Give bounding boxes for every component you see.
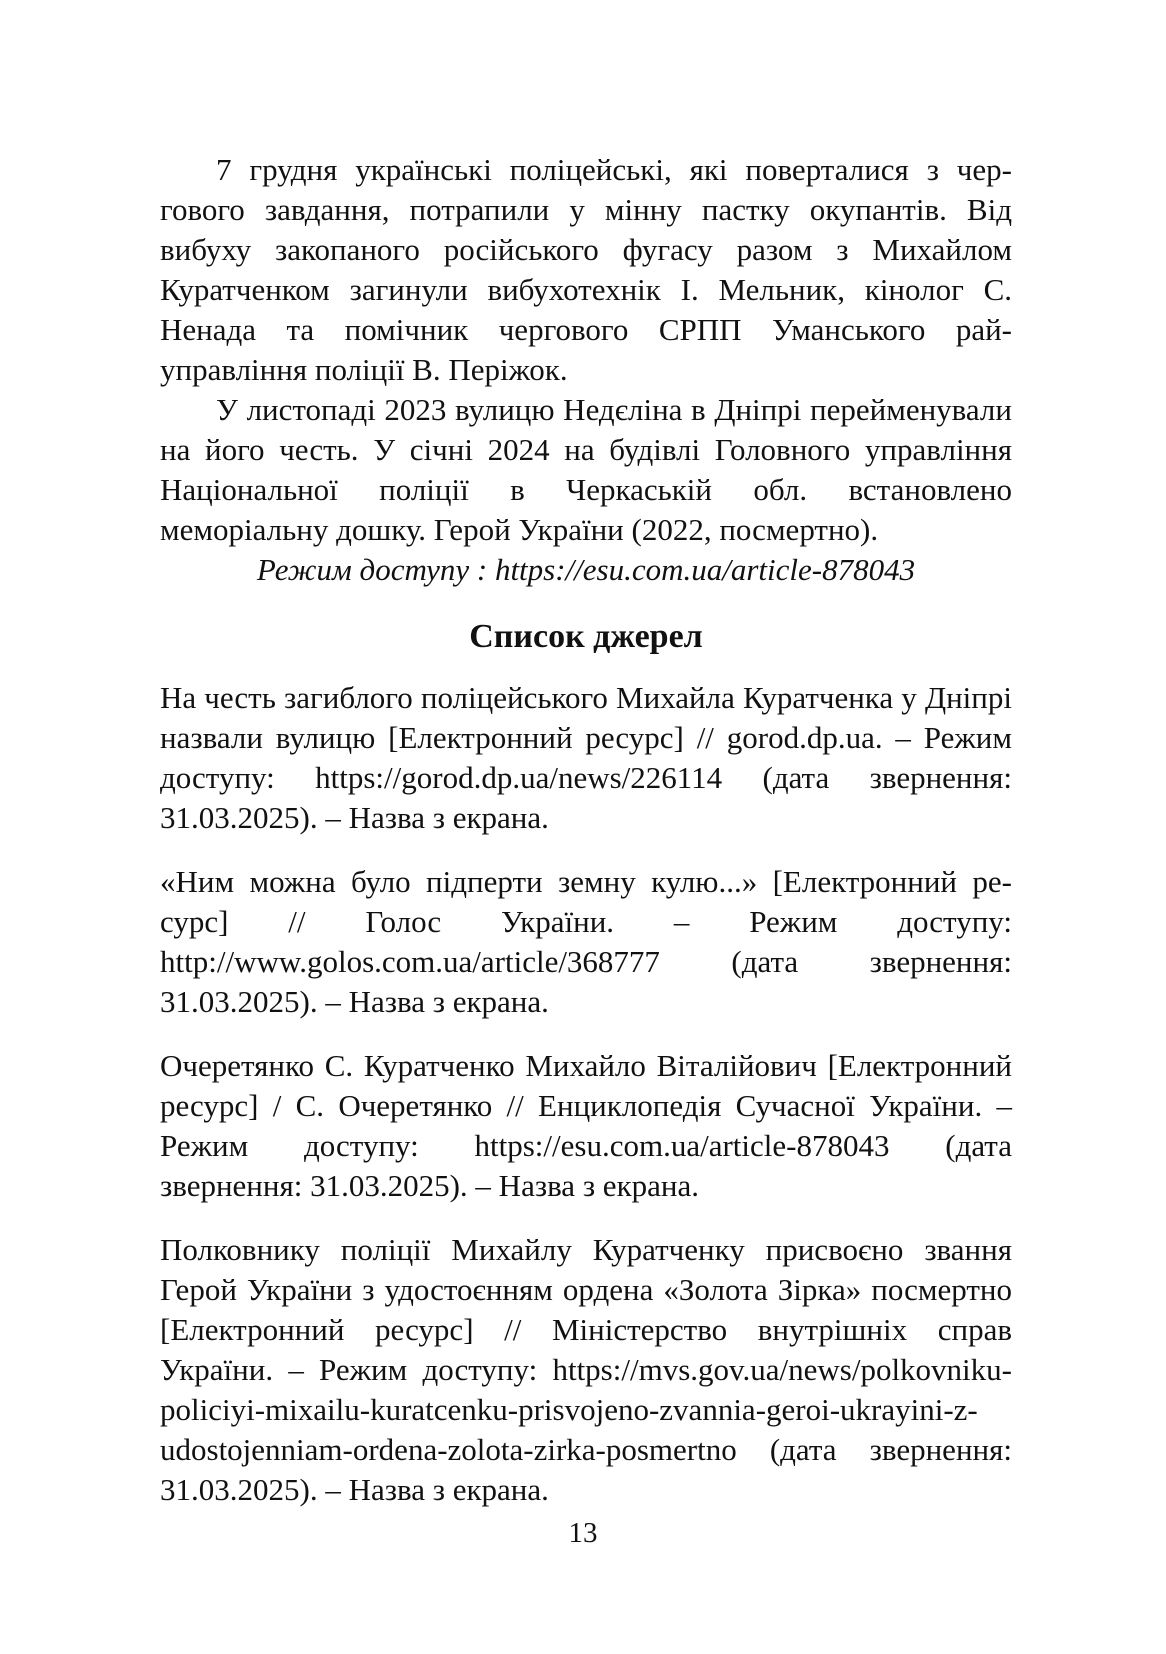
source-item: Очеретянко С. Куратченко Михайло Віталійович [Електронний ресурс] / С. Очеретянко // Енциклопедія Сучасної України. – Режим доступу: https://esu.com.ua/article-878043 (дата звернення: 31.03.2025). – Назва з екрана.	[160, 1048, 1012, 1203]
access-note: Режим доступу : https://esu.com.ua/article-878043	[256, 552, 916, 587]
sources-heading: Список джерел	[469, 618, 703, 655]
source-item: Полковнику поліції Михайлу Куратченку присвоєно звання Герой України з удостоєнням ордена «Золота Зірка» посмертно [Електронний ресурс] // Міністерство внутрішніх справ України. – Режим доступу: https://mvs.gov.ua/news/polkovniku-policiyi-mixailu-kuratcenku-prisvojeno-zvannia-geroi-ukrayini-z-udostojenniam-ordena-zolota-zirka-posmertno (дата звернення: 31.03.2025). – Назва з екрана.	[160, 1232, 1012, 1507]
source-item: На честь загиблого поліцейського Михайла Куратченка у Дніпрі назвали вулицю [Електронний ресурс] // gorod.dp.ua. – Режим доступу: https://gorod.dp.ua/news/226114 (дата звернення: 31.03.2025). – Назва з екрана.	[160, 680, 1012, 835]
sources-list	[160, 678, 1012, 1510]
page-number: 13	[568, 1517, 598, 1549]
body-paragraph-1: 7 грудня українські поліцейські, які поверталися з чергового завдання, потрапили у мінну пастку окупантів. Від вибуху закопаного російського фугасу разом з Михайлом Куратченком загинули вибухотехнік І. Мельник, кінолог С. Ненада та помічник чергового СРПП Уманського райуправління поліції В. Періжок.	[160, 152, 1012, 387]
source-item: «Ним можна було підперти земну кулю...» [Електронний ресурс] // Голос України. – Режим доступу: http://www.golos.com.ua/article/368777 (дата звернення: 31.03.2025). – Назва з екрана.	[160, 864, 1012, 1019]
page-content	[160, 150, 1012, 1534]
body-paragraph-2: У листопаді 2023 вулицю Недєліна в Дніпрі перейменували на його честь. У січні 2024 на будівлі Головного управління Національної поліції в Черкаській обл. встановлено меморіальну дошку. Герой України (2022, посмертно).	[160, 392, 1012, 547]
